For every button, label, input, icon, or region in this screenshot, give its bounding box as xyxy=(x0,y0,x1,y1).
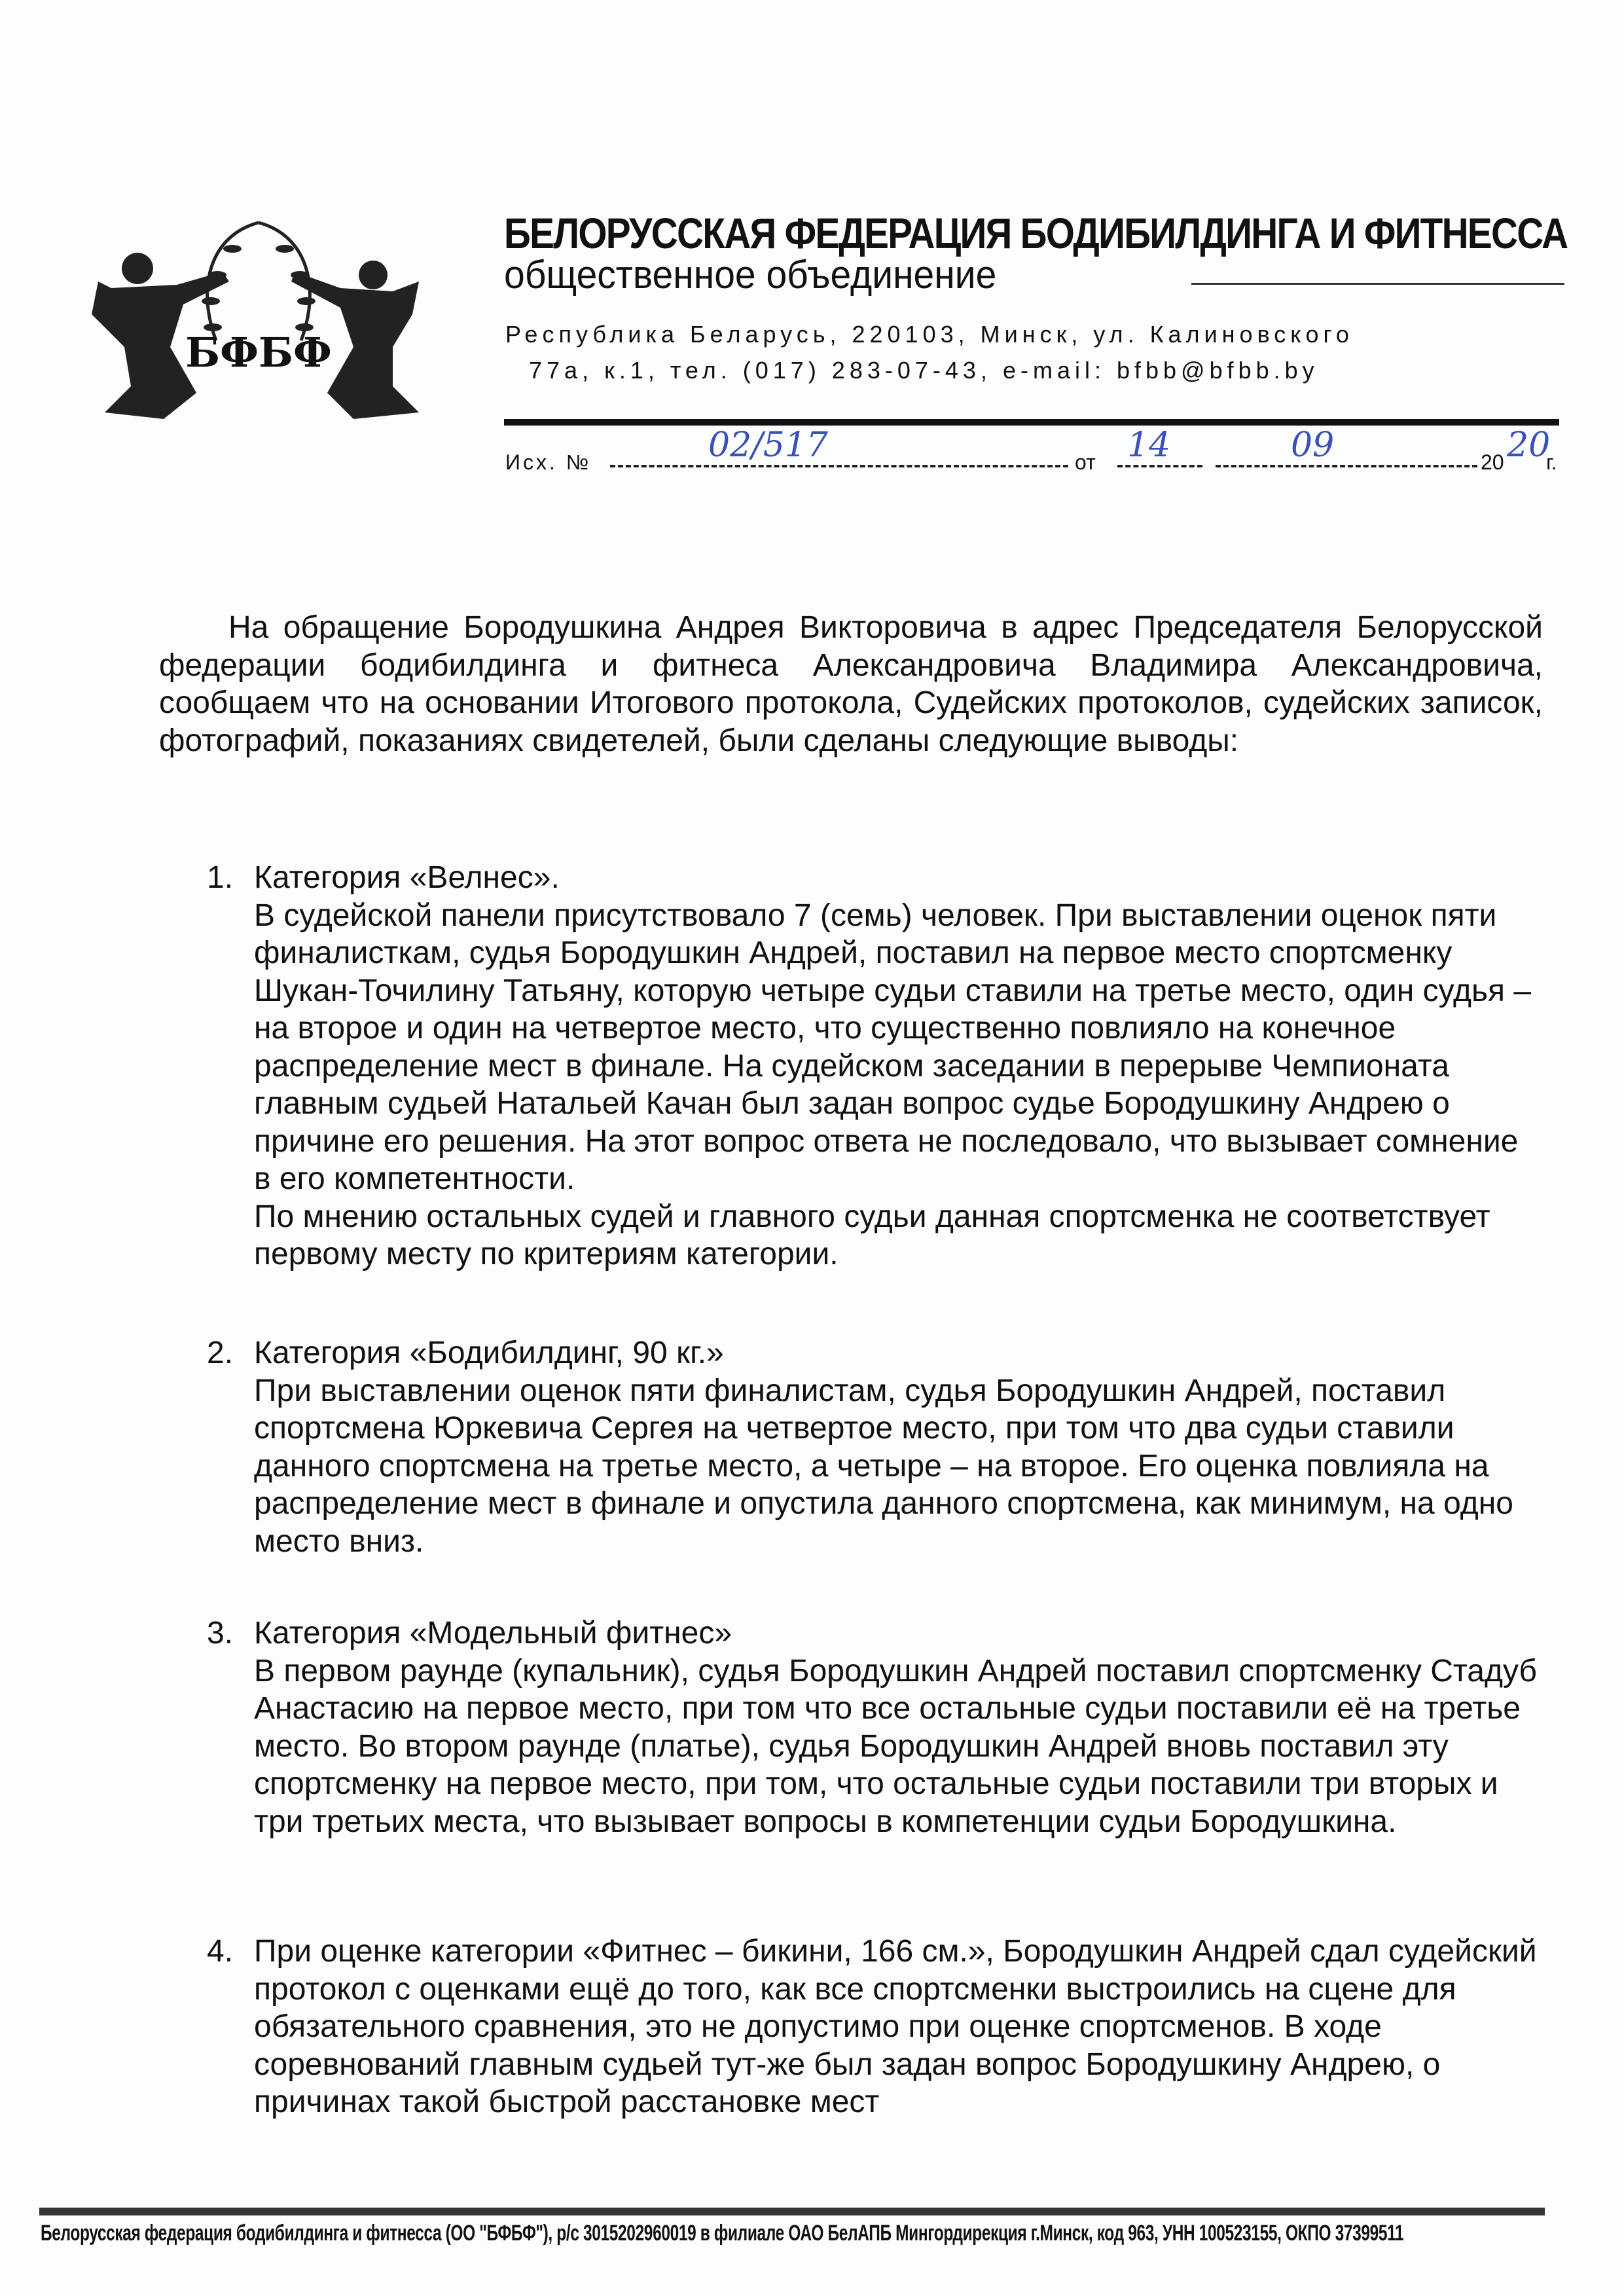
header-divider xyxy=(504,419,1559,426)
month-line xyxy=(1216,465,1477,467)
item-text: По мнению остальных судей и главного судьи данная спортсменка не соответствует первому месту по критериям категории. xyxy=(254,1199,1490,1271)
number-line xyxy=(610,465,1068,467)
address-line-2: 77а, к.1, тел. (017) 283-07-43, e-mail: bfbb@bfbb.by xyxy=(529,357,1319,384)
year-prefix: 20 xyxy=(1481,450,1504,474)
year-unit: г. xyxy=(1546,450,1557,474)
item-number: 1. xyxy=(207,860,234,895)
item-number: 4. xyxy=(207,1934,234,1969)
item-text: В первом раунде (купальник), судья Бородушкин Андрей поставил спортсменку Стадуб Анастасию на первое место, при том что все остальные судьи поставили её на третье место. Во втором раунде (платье), судья Бородушкин Андрей вновь поставил эту спортсменку на первое место, при том, что остальные судьи поставили три вторых и три третьих места, что вызывает вопросы в компетенции судьи Бородушкина. xyxy=(254,1653,1538,1839)
org-name: БЕЛОРУССКАЯ ФЕДЕРАЦИЯ БОДИБИЛДИНГА И ФИТНЕССА xyxy=(504,209,1568,257)
list-item xyxy=(207,1334,1542,1560)
federation-logo xyxy=(65,196,452,445)
day-value: 14 xyxy=(1127,426,1171,465)
outgoing-number-row xyxy=(505,426,1566,484)
item-heading: Категория «Модельный фитнес» xyxy=(254,1616,732,1650)
intro-paragraph: На обращение Бородушкина Андрея Викторовича в адрес Председателя Белорусской федерации бодибилдинга и фитнеса Александровича Владимира Александровича, сообщаем что на основании Итогового протокола, Судейских протоколов, судейских записок, фотографий, показаниях свидетелей, были сделаны следующие выводы: xyxy=(159,610,1543,758)
divider xyxy=(1191,283,1564,285)
item-number: 2. xyxy=(207,1336,234,1370)
item-text: В судейской панели присутствовало 7 (семь) человек. При выставлении оценок пяти финалисткам, судья Бородушкин Андрей, поставил на первое место спортсменку Шукан-Точилину Татьяну, которую четыре судьи ставили на третье место, один судья – на второе и один на четвертое место, что существенно повлияло на конечное распределение мест в финале. На судейском заседании в перерыве Чемпионата главным судьей Натальей Качан был задан вопрос судье Бородушкину Андрею о причине его решения. На этот вопрос ответа не последовало, что вызывает сомнение в его компетентности. xyxy=(254,898,1532,1196)
list-item xyxy=(207,1933,1542,2121)
item-number: 3. xyxy=(207,1616,234,1650)
list-item xyxy=(207,1614,1542,1840)
month-value: 09 xyxy=(1291,426,1335,465)
address-line-1: Республика Беларусь, 220103, Минск, ул. Калиновского xyxy=(505,321,1354,348)
logo-text: БФБФ xyxy=(185,329,332,376)
item-heading: Категория «Велнес». xyxy=(254,860,560,895)
outgoing-label: Исх. № xyxy=(505,450,592,474)
org-type: общественное объединение xyxy=(504,253,997,297)
footer-divider xyxy=(39,2208,1545,2215)
item-text: При оценке категории «Фитнес – бикини, 166 см.», Бородушкин Андрей сдал судейский протокол с оценками ещё до того, как все спортсменки выстроились на сцене для обязательного сравнения, это не допустимо при оценке спортсменов. В ходе соревнований главным судьей тут-же был задан вопрос Бородушкину Андрею, о причинах такой быстрой расстановке мест xyxy=(254,1934,1537,2119)
list-item xyxy=(207,859,1542,1273)
day-line xyxy=(1117,465,1202,467)
footer-bank-details: Белорусская федерация бодибилдинга и фитнесса (ОО "БФБФ"), р/с 3015202960019 в филиале ОАО БелАПБ Мингордирекция г.Минск, код 963, УНН 100523155, ОКПО 37399511 xyxy=(41,2221,1404,2246)
from-label: от xyxy=(1075,450,1096,474)
item-text: При выставлении оценок пяти финалистам, судья Бородушкин Андрей, поставил спортсмена Юркевича Сергея на четвертое место, при том что два судьи ставили данного спортсмена на третье место, а четыре – на второе. Его оценка повлияла на распределение мест в финале и опустила данного спортсмена, как минимум, на одно место вниз. xyxy=(254,1373,1513,1559)
year-value: 20 xyxy=(1507,426,1551,465)
outgoing-number: 02/517 xyxy=(708,426,828,465)
item-heading: Категория «Бодибилдинг, 90 кг.» xyxy=(254,1336,724,1370)
